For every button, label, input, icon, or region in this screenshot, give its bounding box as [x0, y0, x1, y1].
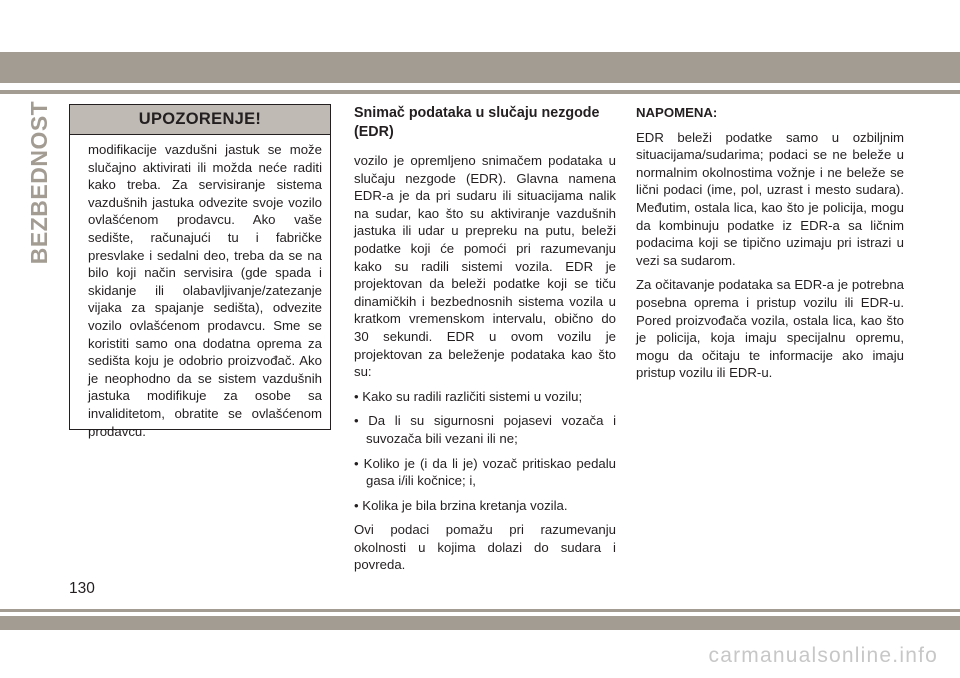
section-tab-label: BEZBEDNOST [26, 100, 53, 264]
top-margin [0, 0, 960, 52]
note-text: EDR beleži podatke samo u ozbiljnim situacijama/sudarima; podaci se ne beleže u normalnim okolnostima vožnje i ne beleže se lični podaci (ime, pol, uzrast i mesto sudara). Međutim, ostala lica, kao što je policija, mogu da kombinuju podatke iz EDR-a sa ličnim podacima koji se tipično uzimaju pri istrazi u vezi sa sudarom. [636, 129, 904, 268]
edr-outro: Ovi podaci pomažu pri razumevanju okolnosti u kojima dolazi do sudara i povreda. [354, 522, 616, 573]
header-band [0, 52, 960, 83]
edr-access-text: Za očitavanje podataka sa EDR-a je potrebna posebna oprema i pristup vozilu ili EDR-u. Pored proizvođača vozila, ostala lica, kao što je policija, koja imaju specijalnu opremu, mogu da očitaju te informacije ako imaju pristup vozilu ili EDR-u. [636, 277, 904, 381]
edr-column [354, 104, 616, 581]
note-label: NAPOMENA: [636, 105, 718, 120]
list-item: • Koliko je (i da li je) vozač pritiskao pedalu gasa i/ili kočnice; i, [354, 455, 616, 489]
section-tab [27, 98, 53, 266]
edr-heading: Snimač podataka u slučaju nezgode (EDR) [354, 105, 600, 140]
page-number: 130 [69, 580, 95, 597]
list-item: • Kolika je bila brzina kretanja vozila. [354, 497, 568, 513]
footer-rule [0, 609, 960, 612]
footer-band [0, 616, 960, 630]
edr-intro: vozilo je opremljeno snimačem podataka u slučaju nezgode (EDR). Glavna namena EDR-a je da pri sudaru ili situacijama nalik na sudar, kao što su aktiviranje vazdušnih jastuka ili udar u prepreku na putu, beleži podatke koji će pomoći pri razumevanju kako su radili sistemi vozila. EDR je projektovan da beleži podatke koji se tiču dinamičkih i bezbednosnih sistema vozila u kratkom vremenskom intervalu, obično do 30 sekundi. EDR u ovom vozilu je projektovan za beleženje podataka kao što su: [354, 153, 616, 380]
list-item: • Kako su radili različiti sistemi u vozilu; [354, 388, 583, 404]
list-item: • Da li su sigurnosni pojasevi vozača i suvozača bili vezani ili ne; [354, 413, 616, 446]
watermark: carmanualsonline.info [708, 644, 938, 667]
note-column [636, 104, 904, 389]
header-rule [0, 90, 960, 94]
warning-title: UPOZORENJE! [70, 105, 330, 135]
warning-box [69, 104, 331, 439]
warning-text: modifikacije vazdušni jastuk se može slučajno aktivirati ili možda neće raditi kako treba. Za servisiranje sistema vazdušnih jastuka odvezite svoje vozilo ovlašćenom prodavcu. Ako vaše sedište, računajući tu i fabričke presvlake i sedalni deo, treba da se na bilo koji način servisira (gde spada i skidanje ili olabavljivanje/zatezanje vijaka za spajanje sedišta), odvezite vozilo ovlašćenom prodavcu. Sme se koristiti samo ona dodatna oprema za sedišta koju je odobrio proizvođač. Ako je neophodno da se sistem vazdušnih jastuka modifikuje za osobe sa invaliditetom, obratite se ovlašćenom prodavcu. [88, 142, 322, 439]
